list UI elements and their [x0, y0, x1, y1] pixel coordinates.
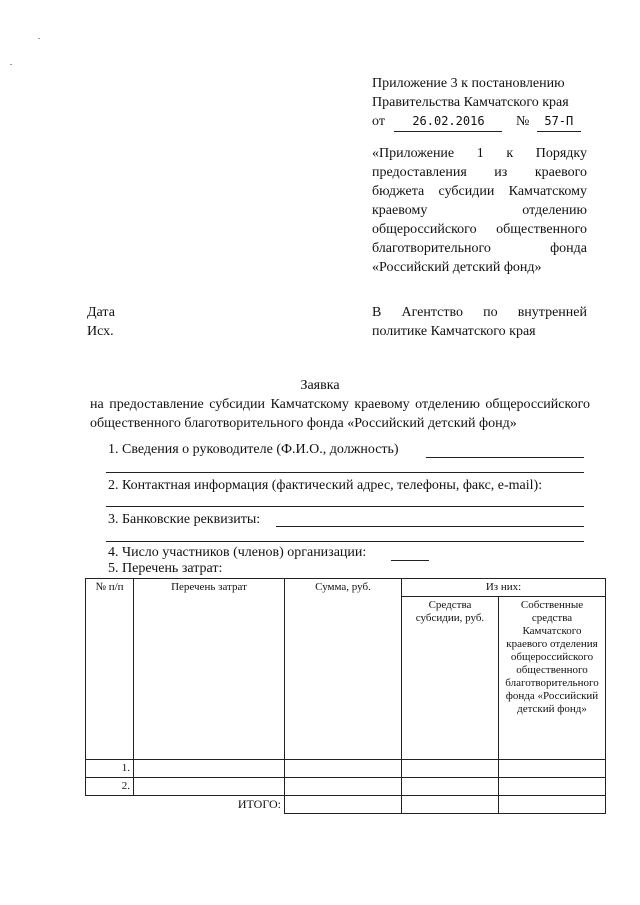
total-row — [86, 796, 606, 814]
table-row: 1. — [86, 760, 606, 778]
col-header-costs: Перечень затрат — [134, 579, 285, 760]
col-header-subsidy: Средства субсидии, руб. — [402, 597, 499, 760]
addressee: В Агентство по внутренней политике Камчатского края — [372, 305, 587, 339]
fill-line[interactable] — [391, 560, 429, 561]
table-row: 2. — [86, 778, 606, 796]
total-label: ИТОГО: — [86, 796, 285, 814]
header-date-line: от 26.02.2016 № 57-П — [372, 112, 602, 132]
item-bank-details: 3. Банковские реквизиты: — [108, 512, 261, 527]
appendix-quote: «Приложение 1 к Порядку предоставления из краевого бюджета субсидии Камчатскому краевому отделению общероссийского общественного благотворительного фонда «Российский детский фонд» — [372, 146, 587, 275]
item-costs-list: 5. Перечень затрат: — [108, 561, 223, 576]
scan-mark — [10, 64, 12, 65]
col-header-of-which: Из них: — [402, 579, 606, 597]
col-header-number: № п/п — [86, 579, 134, 760]
handwritten-number: 57-П — [537, 112, 581, 132]
date-ref-block — [87, 303, 115, 341]
col-header-sum: Сумма, руб. — [285, 579, 402, 760]
resolution-header — [372, 74, 602, 132]
document-title: Заявка — [300, 378, 340, 393]
item-members-count: 4. Число участников (членов) организации: — [108, 545, 367, 560]
fill-line[interactable] — [426, 457, 584, 458]
header-line-1: Приложение 3 к постановлению — [372, 76, 565, 91]
document-subtitle: на предоставление субсидии Камчатскому краевому отделению общероссийского общественного благотворительного фонда «Российский детский фонд» — [90, 397, 590, 431]
item-contact-info: 2. Контактная информация (фактический адрес, телефоны, факс, e-mail): — [108, 478, 543, 493]
col-header-own-funds: Собственные средства Камчатского краевого отделения общероссийского общественного благотворительного фонда «Российский детский фонд» — [499, 597, 606, 760]
date-label: Дата — [87, 305, 115, 320]
costs-table — [85, 578, 606, 814]
fill-line[interactable] — [106, 541, 584, 542]
scan-mark — [38, 38, 40, 39]
fill-line[interactable] — [106, 506, 584, 507]
handwritten-date: 26.02.2016 — [394, 112, 502, 132]
item-head-info: 1. Сведения о руководителе (Ф.И.О., должность) — [108, 442, 399, 457]
header-line-2: Правительства Камчатского края — [372, 95, 569, 110]
fill-line[interactable] — [106, 472, 584, 473]
fill-line[interactable] — [276, 526, 584, 527]
ref-label: Исх. — [87, 324, 114, 339]
